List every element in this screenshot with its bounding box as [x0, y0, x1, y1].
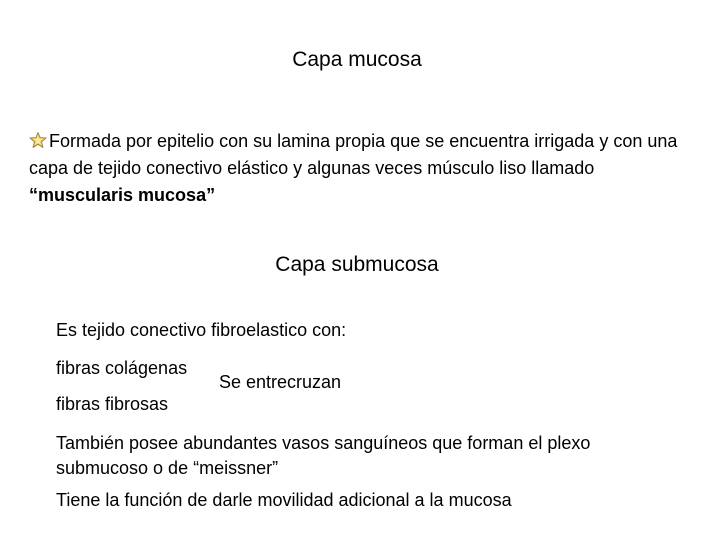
section-title-submucosa: Capa submucosa	[275, 253, 439, 276]
fiber-type-collagen: fibras colágenas	[56, 358, 188, 378]
mucosa-text: Formada por epitelio con su lamina propia que se encuentra irrigada y con una capa de tejido conectivo elástico y algunas veces músculo liso llamado	[29, 131, 678, 178]
vessels-description: También posee abundantes vasos sanguíneos que forman el plexo submucoso o de “meissner”	[56, 433, 591, 478]
mucosa-description	[29, 128, 689, 209]
submucosa-intro: Es tejido conectivo fibroelastico con:	[56, 320, 347, 340]
fibers-crossing-note: Se entrecruzan	[219, 372, 342, 392]
page-title-mucosa: Capa mucosa	[292, 48, 422, 71]
fiber-type-fibrous: fibras fibrosas	[56, 394, 169, 414]
muscularis-mucosa-term: “muscularis mucosa”	[29, 185, 216, 205]
star-icon	[29, 129, 47, 145]
mobility-function: Tiene la función de darle movilidad adicional a la mucosa	[56, 490, 512, 510]
